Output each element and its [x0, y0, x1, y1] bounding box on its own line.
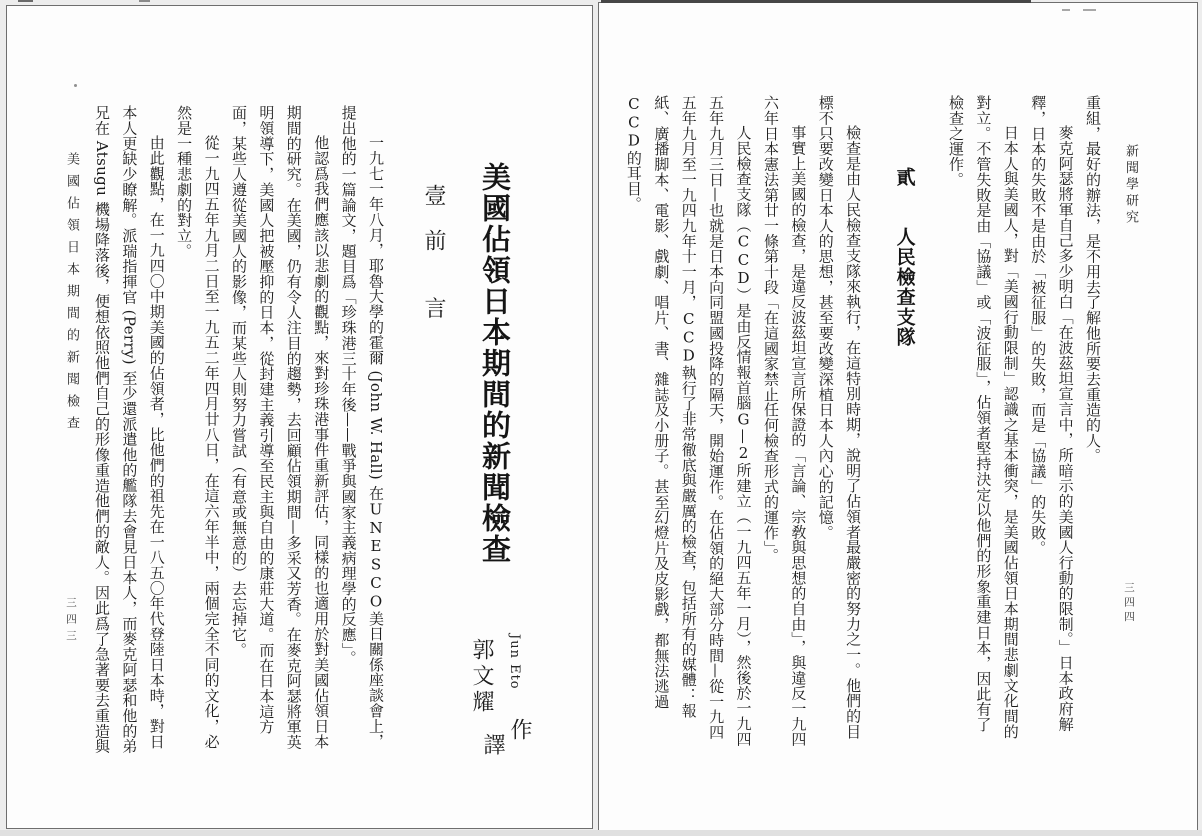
- text-run: 事實上美國的檢查，是違反波茲坦宣言所保證的「言論、宗敎與思想的自由」，與違反一九四六年日本憲法第廿一條第十段「在這國家禁止任何檢查形式的運作」。: [761, 95, 808, 747]
- page-right: [598, 2, 1198, 832]
- upright-latin-run: CCD: [679, 309, 698, 365]
- text-run: 美日關係座談會上，提出他的一篇論文，題目爲「珍珠港三十年後——戰爭與國家主義病理學的反應」。: [339, 105, 385, 749]
- text-run: 從一九四五年九月二日至一九五二年四月廿八日，在這六年半中，兩個完全不同的文化，必然是一種悲劇的對立。: [175, 105, 221, 749]
- page-number-right: 三四四: [1123, 582, 1135, 626]
- article-title: 美國佔領日本期間的新聞檢查: [478, 162, 512, 565]
- text-run: 日本人與美國人，對「美國行動限制」認識之基本衝突，是美國佔領日本期間悲劇文化間的對立。不管失敗是由「協議」或「波征服」，佔領者堅持決定以他們的形象重建日本，因此有了檢查之運作。: [946, 95, 1020, 739]
- upright-latin-run: G: [734, 410, 753, 429]
- upright-latin-run: UNESCO: [367, 500, 385, 611]
- text-run: 所建立（一九四五年一月），然後於一九四五年九月三日—也就是日本向同盟國投降的隔天，開始運作。在佔領的絕大部分時間—從一九四五年九月至一九四九年十一月，: [679, 95, 753, 747]
- text-run: ）是由反情報首腦: [734, 287, 753, 411]
- scan-artifact-dash: [18, 0, 33, 2]
- text-run: 人民檢查支隊（: [734, 125, 753, 233]
- text-run: 重組，最好的辦法，是不用去了解他所要去重造的人。: [1084, 95, 1102, 464]
- section-one-label: 壹 前 言: [421, 184, 446, 319]
- upright-latin-run: CCD: [624, 95, 643, 151]
- translator-name: 郭文耀: [469, 638, 494, 716]
- scan-artifact-speck: [74, 84, 77, 87]
- scan-artifact-speck: [1062, 9, 1070, 11]
- text-run: 貳 人民檢查支隊: [893, 167, 916, 347]
- paragraph: [1024, 95, 1079, 747]
- paragraph: [757, 95, 812, 747]
- text-run: 執行了非常徹底與嚴厲的檢查，包括所有的媒體：報紙、廣播脚本、電影、戲劇、唱片、書、雜誌及小册子。甚至幻燈片及皮影戲，都無法逃過: [652, 95, 698, 719]
- paragraph: [334, 105, 389, 755]
- text-run: 的耳目。: [624, 150, 643, 212]
- section-heading: [890, 95, 917, 747]
- margin-title: 美國佔領日本期間的新聞檢查: [64, 152, 79, 438]
- author-role: 作: [507, 718, 532, 740]
- running-header: 新聞學研究: [1123, 144, 1138, 227]
- paragraph: [811, 95, 866, 747]
- paragraph: [624, 95, 757, 747]
- text-run: —: [734, 428, 753, 445]
- page-left: [6, 5, 593, 829]
- scan-edge-strip: [0, 830, 1202, 836]
- body-text-right: [624, 95, 1106, 747]
- paragraph: [1079, 95, 1106, 747]
- scan-artifact-top-bar: [601, 0, 1031, 3]
- paragraph: [88, 105, 170, 755]
- scan-artifact-speck: [1083, 9, 1096, 11]
- text-run: 一九七一年八月，耶魯大學的霍爾 (John W. Hall) 在: [367, 135, 385, 501]
- paragraph: [225, 105, 335, 755]
- scan-artifact-dash: [139, 0, 150, 2]
- text-run: 麥克阿瑟將軍自己多少明白「在波茲坦宣言中，所暗示的美國人行動的限制。」日本政府解釋，日本的失敗不是由於「被征服」的失敗，而是「協議」的失敗。: [1029, 95, 1075, 732]
- paragraph: [942, 95, 1024, 747]
- text-run: 檢查是由人民檢查支隊來執行，在這特別時期，說明了佔領者最嚴密的努力之一。他們的目標不只要改變日本人的思想，甚至要改變深植日本人內心的記憶。: [816, 95, 863, 739]
- translator-role: 譯: [480, 733, 505, 755]
- page-number-left: 三四三: [65, 597, 77, 647]
- body-text-left: [86, 105, 389, 755]
- author-name: Jun Eto: [507, 634, 522, 690]
- text-run: 由此觀點，在一九四〇中期美國的佔領者，比他們的祖先在一八五〇年代登陸日本時，對日本人更缺少瞭解。派瑞指揮官 (Perry) 至少還派遣他的艦隊去會見日本人，而麥克阿瑟和他的弟兄在 Atsugu 機場降落後，便想依照他們自己的形像重造他們的敵人。因此爲了急著要去重造與: [92, 105, 166, 754]
- paragraph: [170, 105, 225, 755]
- upright-latin-run: 2: [734, 444, 753, 463]
- upright-latin-run: CCD: [734, 232, 753, 288]
- text-run: 他認爲我們應該以悲劇的觀點，來對珍珠港事件重新評估，同樣的也適用於對美國佔領日本期間的研究。在美國，仍有令人注目的趨勢，去回顧佔領期間—多采又芳香。在麥克阿瑟將軍英明領導下，美國人把被壓抑的日本，從封建主義引導至民主與自由的康莊大道。而在日本這方面，某些人遵從美國人的影像，而某些人則努力嘗試（有意或無意的）去忘掉它。: [229, 105, 331, 750]
